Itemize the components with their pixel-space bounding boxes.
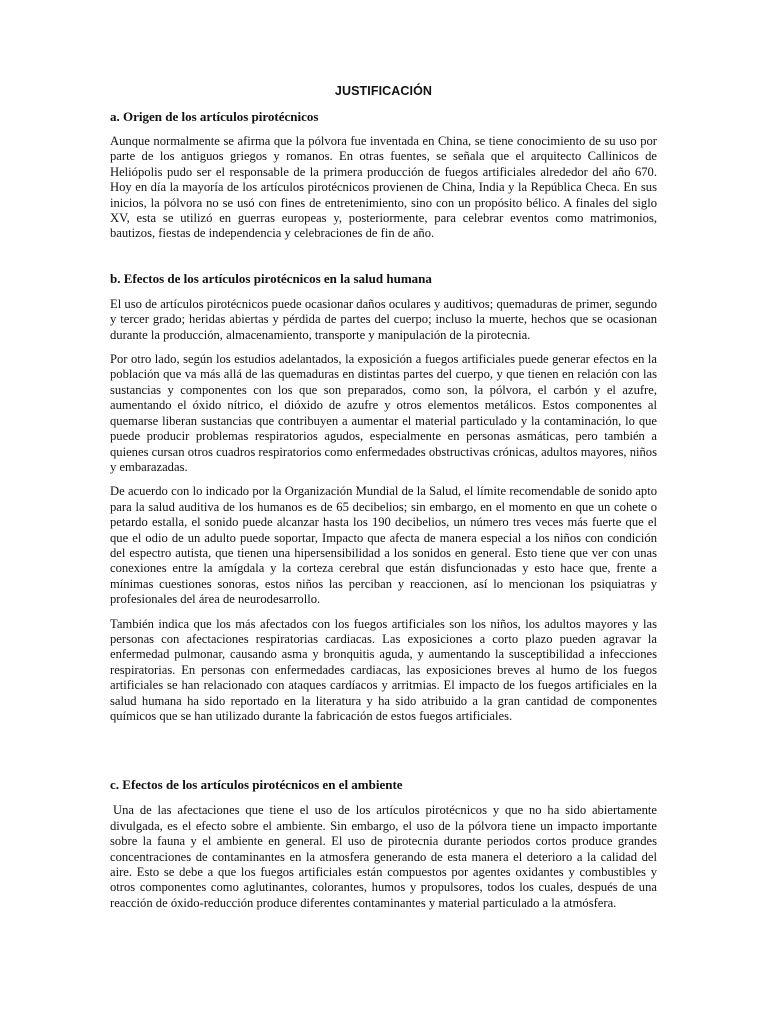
document-page	[110, 84, 657, 920]
document-title: JUSTIFICACIÓN	[334, 84, 433, 98]
spacer	[110, 251, 657, 271]
section-heading-salud: b. Efectos de los artículos pirotécnicos en la salud humana	[110, 270, 432, 286]
paragraph: Por otro lado, según los estudios adelantados, la exposición a fuegos artificiales puede generar efectos en la población que va más allá de las quemaduras en distintas partes del cuerpo, y que tienen en relación con las sustancias y componentes con los que son preparados, como son, la pólvora, el carbón y el azufre, aumentando el óxido nítrico, el dióxido de azufre y otros elementos metálicos. Estos componentes al quemarse liberan sustancias que contribuyen a aumentar el material particulado y la contaminación, lo que puede producir problemas respiratorios agudos, especialmente en personas asmáticas, pero también a quienes cursan otros cuadros respiratorios como enfermedades obstructivas crónicas, adultos mayores, niños y embarazadas.	[110, 352, 657, 474]
section-heading-ambiente: c. Efectos de los artículos pirotécnicos en el ambiente	[110, 777, 403, 793]
paragraph: El uso de artículos pirotécnicos puede ocasionar daños oculares y auditivos; quemaduras de primer, segundo y tercer grado; heridas abiertas y pérdida de partes del cuerpo; incluso la muerte, hechos que se ocasionan durante la producción, almacenamiento, transporte y manipulación de la pirotecnia.	[110, 296, 657, 342]
spacer	[110, 733, 657, 777]
section-origen	[110, 109, 657, 242]
section-salud-humana	[110, 271, 657, 725]
paragraph: Aunque normalmente se afirma que la pólvora fue inventada en China, se tiene conocimiento de su uso por parte de los antiguos griegos y romanos. En otras fuentes, se señala que el arquitecto Callinicos de Heliópolis pudo ser el responsable de la primera producción de fuegos artificiales alrededor del año 670. Hoy en día la mayoría de los artículos pirotécnicos provienen de China, India y la República Checa. En sus inicios, la pólvora no se usó con fines de entretenimiento, sino con un propósito bélico. A finales del siglo XV, esta se utilizó en guerras europeas y, posteriormente, para celebrar eventos como matrimonios, bautizos, fiestas de independencia y celebraciones de fin de año.	[110, 134, 657, 241]
section-heading-origen: a. Origen de los artículos pirotécnicos	[110, 109, 319, 124]
paragraph: También indica que los más afectados con los fuegos artificiales son los niños, los adultos mayores y las personas con afectaciones respiratorias cardiacas. Las exposiciones a corto plazo pueden agravar la enfermedad pulmonar, causando asma y bronquitis aguda, y aumentando la susceptibilidad a infecciones respiratorias. En personas con enfermedades cardiacas, las exposiciones breves al humo de los fuegos artificiales se han relacionado con ataques cardíacos y arritmias. El impacto de los fuegos artificiales en la salud humana ha sido reportado en la literatura y ha sido atribuido a la gran cantidad de componentes químicos que se han utilizado durante la fabricación de estos fuegos artificiales.	[110, 616, 657, 723]
paragraph: De acuerdo con lo indicado por la Organización Mundial de la Salud, el límite recomendable de sonido apto para la salud auditiva de los humanos es de 65 decibelios; sin embargo, en el momento en que un cohete o petardo estalla, el sonido puede alcanzar hasta los 190 decibelios, un número tres veces más fuerte que el que el odio de un adulto puede soportar, Impacto que afecta de manera especial a los niños con condición del espectro autista, que tienen una hipersensibilidad a los sonidos en general. Esto tiene que ver con unas conexiones entre la amígdala y la corteza cerebral que están disfuncionadas y esto hace que, frente a mínimas cuestiones sonoras, estos niños las perciban y reaccionen, así lo mencionan los psiquiatras y profesionales del área de neurodesarrollo.	[110, 484, 657, 607]
section-ambiente	[110, 777, 657, 911]
paragraph: Una de las afectaciones que tiene el uso de los artículos pirotécnicos y que no ha sido abiertamente divulgada, es el efecto sobre el ambiente. Sin embargo, el uso de la pólvora tiene un impacto importante sobre la fauna y el ambiente en general. El uso de pirotecnia durante periodos cortos produce grandes concentraciones de contaminantes en la atmosfera generando de esta manera el deterioro a la calidad del aire. Esto se debe a que los fuegos artificiales están compuestos por agentes oxidantes y combustibles y otros componentes como aglutinantes, colorantes, humos y propulsores, todos los cuales, después de una reacción de óxido-reducción produce diferentes contaminantes y material particulado a la atmósfera.	[110, 803, 657, 910]
